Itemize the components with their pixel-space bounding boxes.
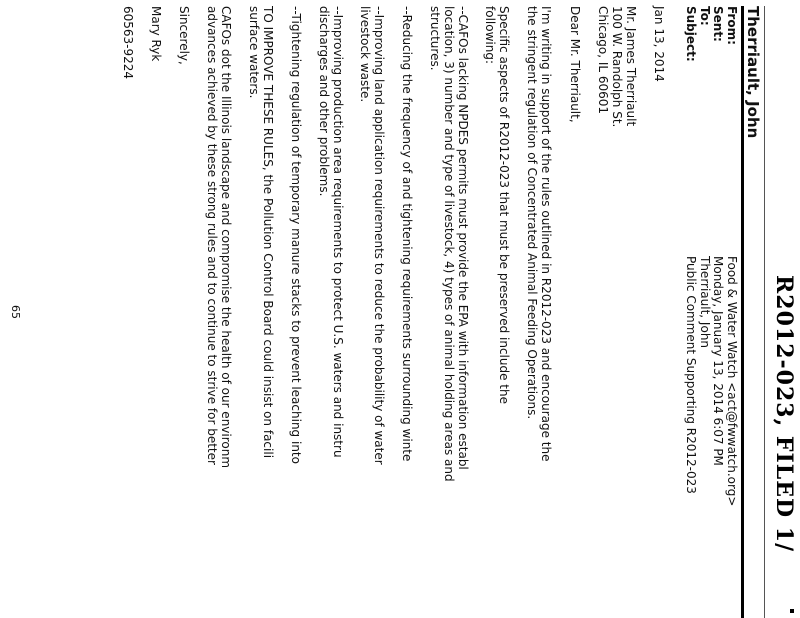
meta-value: Monday, January 13, 2014 6:07 PM — [711, 256, 726, 466]
bullet-production-area — [317, 6, 345, 458]
cafo-landscape-paragraph — [205, 6, 233, 468]
bullet-cafo-permits — [428, 6, 470, 482]
bullet-line: --Improving production area requirements to protect U.S. waters and instru — [331, 6, 345, 458]
meta-label: Sent: — [711, 6, 726, 42]
salutation: Dear Mr. Therriault, — [568, 6, 582, 123]
paragraph-line: Specific aspects of R2012-023 that must be preserved include the — [497, 6, 511, 405]
paragraph-line: I'm writing in support of the rules outlined in R2012-023 and encourage the — [539, 6, 553, 462]
bullet-line: --Tightening regulation of temporary manure stacks to prevent leaching into — [289, 6, 303, 464]
meta-value: Food & Water Watch <act@fwwatch.org> — [725, 256, 739, 507]
signoff: Sincerely, — [177, 6, 191, 65]
header-divider — [741, 6, 744, 618]
address-line: Mr. James Therriault — [624, 6, 638, 127]
header-recipient-name: Therriault, John — [744, 6, 762, 139]
meta-label: To: — [698, 6, 712, 26]
paragraph-line: advances achieved by these strong rules and to continue to strive for better — [205, 6, 219, 465]
address-line: Chicago, IL 60601 — [596, 6, 610, 115]
improve-rules-paragraph — [247, 6, 275, 458]
meta-label: From: — [725, 6, 739, 45]
meta-value: Public Comment Supporting R2012-023 — [684, 256, 699, 494]
header-top-rule — [764, 6, 765, 618]
intro-paragraph — [525, 6, 553, 462]
signer-name: Mary Ryk — [149, 6, 163, 62]
bullet-winter-application — [400, 6, 414, 461]
aspects-paragraph — [483, 6, 511, 404]
paragraph-line: the stringent regulation of Concentrated Animal Feeding Operations. — [525, 6, 539, 420]
bullet-line: structures. — [428, 6, 442, 71]
address-line: 100 W. Randolph St. — [610, 6, 624, 128]
signer-zip: 60563-9224 — [121, 6, 135, 80]
letter-date: Jan 13, 2014 — [652, 6, 666, 82]
bullet-land-application — [358, 6, 386, 465]
bullet-line: --Reducing the frequency of and tightening requirements surrounding winte — [400, 6, 414, 462]
bullet-line: location, 3) number and type of livestock, 4) types of animal holding areas and — [442, 6, 456, 482]
filing-stamp: R2012-023, FILED 1/ — [771, 275, 797, 553]
page-number: 65 — [9, 305, 22, 319]
bullet-line: --CAFOs lacking NPDES permits must provide the EPA with information establ — [456, 6, 470, 470]
paragraph-line: surface waters. — [247, 6, 261, 99]
bullet-manure-stacks — [289, 6, 303, 464]
bullet-line: discharges and other problems. — [317, 6, 331, 197]
bullet-line: --Improving land application requirements to reduce the probability of water — [372, 6, 386, 465]
paragraph-line: TO IMPROVE THESE RULES, the Pollution Control Board could insist on facili — [261, 6, 275, 459]
recipient-address — [596, 6, 638, 127]
meta-label: Subject: — [684, 6, 699, 62]
paragraph-line: CAFOs dot the Illinois landscape and compromise the health of our environm — [219, 6, 233, 469]
corner-mark — [790, 609, 794, 613]
meta-value: Therriault, John — [698, 256, 712, 349]
paragraph-line: following: — [483, 6, 497, 64]
bullet-line: livestock waste. — [358, 6, 372, 103]
